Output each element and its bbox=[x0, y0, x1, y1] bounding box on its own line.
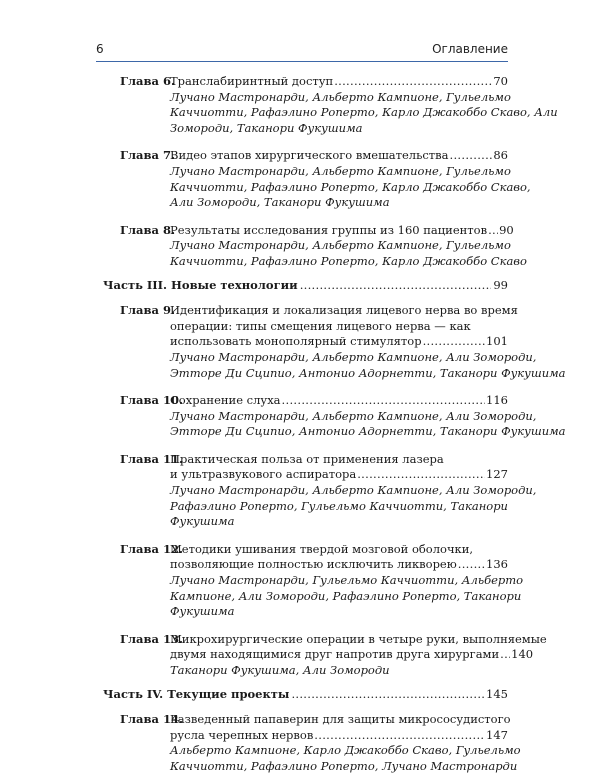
author-line: Лучано Мастронарди, Альберто Кампионе, Али Зомороди, bbox=[170, 483, 537, 498]
chapter-title-text: позволяющие полностью исключить ликворею bbox=[170, 557, 457, 572]
page-number-ref: 90 bbox=[499, 222, 514, 237]
part-title: Часть IV. Текущие проекты bbox=[103, 686, 290, 701]
author-line: Таканори Фукушима, Али Зомороди bbox=[170, 663, 390, 677]
entry-spacer bbox=[103, 211, 508, 223]
chapter-title-text: использовать монополярный стимулятор bbox=[170, 334, 422, 349]
dot-leader bbox=[500, 647, 510, 663]
author-line: Фукушима bbox=[170, 514, 235, 529]
page-number: 6 bbox=[96, 42, 104, 56]
author-line: Лучано Мастронарди, Альберто Кампионе, Али Зомороди, bbox=[170, 349, 537, 364]
author-line: Этторе Ди Сципио, Антонио Адорнетти, Таканори Фукушима bbox=[170, 365, 566, 380]
toc-chapter-entry[interactable] bbox=[103, 222, 527, 270]
toc-chapter-entry[interactable] bbox=[103, 303, 566, 381]
dot-leader bbox=[488, 223, 498, 239]
chapter-authors bbox=[170, 163, 531, 211]
chapter-title-line bbox=[170, 467, 508, 483]
chapter-title-line bbox=[170, 712, 511, 728]
dot-leader bbox=[282, 393, 486, 409]
chapter-title-line bbox=[170, 557, 508, 573]
author-line: Али Зомороди, Таканори Фукушима bbox=[170, 195, 390, 210]
author-line: Каччиотти, Рафаэлино Роперто, Карло Джакоббо Скаво, Али bbox=[170, 105, 558, 120]
page-number-ref: 140 bbox=[511, 647, 534, 662]
dot-leader bbox=[357, 467, 485, 483]
chapter-authors bbox=[170, 238, 527, 269]
chapter-authors bbox=[170, 573, 524, 620]
chapter-label: Глава 6. bbox=[120, 74, 175, 88]
page-number-ref: 145 bbox=[486, 686, 508, 701]
chapter-body bbox=[170, 393, 566, 440]
chapter-title-line bbox=[170, 631, 547, 648]
chapter-body bbox=[170, 148, 531, 210]
chapter-title-text: операции: типы смещения лицевого нерва — как bbox=[170, 318, 471, 333]
author-line: Лучано Мастронарди, Гульельмо Каччиотти, Альберто bbox=[170, 573, 524, 588]
chapter-title-line bbox=[170, 148, 508, 164]
dot-leader bbox=[450, 148, 493, 164]
page-number-ref: 136 bbox=[486, 557, 508, 572]
chapter-title-line bbox=[170, 452, 508, 468]
entry-spacer bbox=[103, 440, 508, 452]
author-line: Кампионе, Али Зомороди, Рафаэлино Роперто, Таканори bbox=[170, 588, 522, 603]
header-rule bbox=[96, 61, 508, 62]
chapter-body bbox=[170, 712, 521, 774]
table-of-contents bbox=[103, 74, 566, 775]
toc-chapter-entry[interactable] bbox=[103, 712, 521, 774]
chapter-title-text: Видео этапов хирургического вмешательства bbox=[170, 148, 449, 163]
chapter-title-line bbox=[170, 222, 514, 239]
chapter-title-line bbox=[170, 303, 518, 319]
author-line: Зомороди, Таканори Фукушима bbox=[170, 120, 363, 135]
chapter-authors bbox=[170, 483, 537, 530]
part-title: Часть III. Новые технологии bbox=[103, 277, 298, 292]
author-line: Рафаэлино Роперто, Гульельмо Каччиотти, Таканори bbox=[170, 498, 508, 513]
author-line: Этторе Ди Сципио, Антонио Адорнетти, Таканори Фукушима bbox=[170, 424, 566, 439]
chapter-title-line bbox=[170, 334, 508, 350]
toc-chapter-entry[interactable] bbox=[103, 451, 537, 530]
entry-spacer bbox=[103, 381, 508, 393]
chapter-title-line bbox=[170, 542, 508, 558]
chapter-label: Глава 8. bbox=[120, 222, 175, 237]
chapter-label: Глава 12. bbox=[120, 541, 183, 556]
page-number-ref: 70 bbox=[493, 74, 508, 88]
chapter-title-text: русла черепных нервов bbox=[170, 727, 314, 742]
chapter-title-line bbox=[170, 728, 508, 744]
page-number-ref: 116 bbox=[486, 393, 508, 408]
toc-part-entry[interactable] bbox=[103, 687, 508, 703]
chapter-title-text: Транслабиринтный доступ bbox=[170, 74, 334, 88]
chapter-title-line bbox=[170, 319, 508, 335]
chapter-title-text: Разведенный папаверин для защиты микрососудистого bbox=[170, 712, 511, 727]
chapter-title-text: Микрохирургические операции в четыре руки, выполняемые bbox=[170, 631, 547, 646]
page-number-ref: 101 bbox=[486, 334, 508, 349]
chapter-title-text: Сохранение слуха bbox=[170, 393, 281, 408]
author-line: Фукушима bbox=[170, 604, 235, 619]
author-line: Лучано Мастронарди, Альберто Кампионе, Гульельмо bbox=[170, 238, 511, 253]
author-line: Каччиотти, Рафаэлино Роперто, Карло Джакоббо Скаво, bbox=[170, 179, 531, 194]
chapter-title-text: Практическая польза от применения лазера bbox=[170, 451, 444, 466]
author-line: Лучано Мастронарди, Альберто Кампионе, Али Зомороди, bbox=[170, 408, 537, 423]
section-title: Оглавление bbox=[432, 42, 508, 56]
chapter-authors bbox=[170, 663, 508, 679]
chapter-body bbox=[170, 74, 558, 136]
chapter-authors bbox=[170, 349, 566, 381]
entry-spacer bbox=[103, 620, 508, 632]
toc-chapter-entry[interactable] bbox=[103, 74, 558, 136]
chapter-title-text: Методики ушивания твердой мозговой оболочки, bbox=[170, 541, 474, 556]
toc-chapter-entry[interactable] bbox=[103, 148, 531, 210]
chapter-label: Глава 10. bbox=[120, 393, 183, 408]
dot-leader bbox=[458, 557, 485, 573]
toc-chapter-entry[interactable] bbox=[103, 541, 524, 620]
page-number-ref: 86 bbox=[493, 148, 508, 163]
chapter-body bbox=[170, 451, 537, 530]
chapter-label: Глава 14. bbox=[120, 712, 183, 727]
author-line: Каччиотти, Рафаэлино Роперто, Лучано Мастронарди bbox=[170, 758, 518, 773]
dot-leader bbox=[314, 728, 485, 744]
chapter-body bbox=[170, 631, 547, 679]
chapter-title-text: двумя находящимися друг напротив друга хирургами bbox=[170, 647, 500, 662]
chapter-authors bbox=[170, 89, 558, 137]
entry-spacer bbox=[103, 136, 508, 148]
page-number-ref: 99 bbox=[493, 277, 508, 292]
author-line: Лучано Мастронарди, Альберто Кампионе, Гульельмо bbox=[170, 163, 511, 178]
chapter-body bbox=[170, 222, 527, 270]
dot-leader bbox=[291, 687, 484, 703]
chapter-body bbox=[170, 303, 566, 381]
chapter-title-text: Идентификация и локализация лицевого нерва во время bbox=[170, 303, 518, 318]
toc-chapter-entry[interactable] bbox=[103, 631, 547, 679]
chapter-label: Глава 11. bbox=[120, 451, 183, 466]
chapter-authors bbox=[170, 408, 566, 440]
chapter-body bbox=[170, 541, 524, 620]
chapter-label: Глава 7. bbox=[120, 148, 175, 163]
entry-spacer bbox=[103, 530, 508, 542]
author-line: Каччиотти, Рафаэлино Роперто, Карло Джакоббо Скаво bbox=[170, 253, 527, 268]
toc-chapter-entry[interactable] bbox=[103, 393, 566, 440]
chapter-title-line bbox=[170, 647, 534, 663]
chapter-label: Глава 13. bbox=[120, 631, 183, 646]
chapter-label: Глава 9. bbox=[120, 303, 175, 318]
dot-leader bbox=[334, 74, 492, 90]
page-number-ref: 147 bbox=[486, 727, 508, 742]
author-line: Лучано Мастронарди, Альберто Кампионе, Гульельмо bbox=[170, 89, 511, 104]
author-line: Альберто Кампионе, Карло Джакоббо Скаво, Гульельмо bbox=[170, 743, 521, 758]
chapter-title-line bbox=[170, 393, 508, 409]
chapter-title-line bbox=[170, 74, 508, 90]
toc-part-entry[interactable] bbox=[103, 278, 508, 294]
page-number-ref: 127 bbox=[486, 467, 508, 482]
chapter-title-text: Результаты исследования группы из 160 пациентов bbox=[170, 222, 488, 237]
chapter-title-text: и ультразвукового аспиратора bbox=[170, 467, 357, 482]
running-header bbox=[96, 42, 508, 56]
dot-leader bbox=[300, 278, 492, 294]
dot-leader bbox=[423, 334, 485, 350]
chapter-authors bbox=[170, 743, 521, 774]
